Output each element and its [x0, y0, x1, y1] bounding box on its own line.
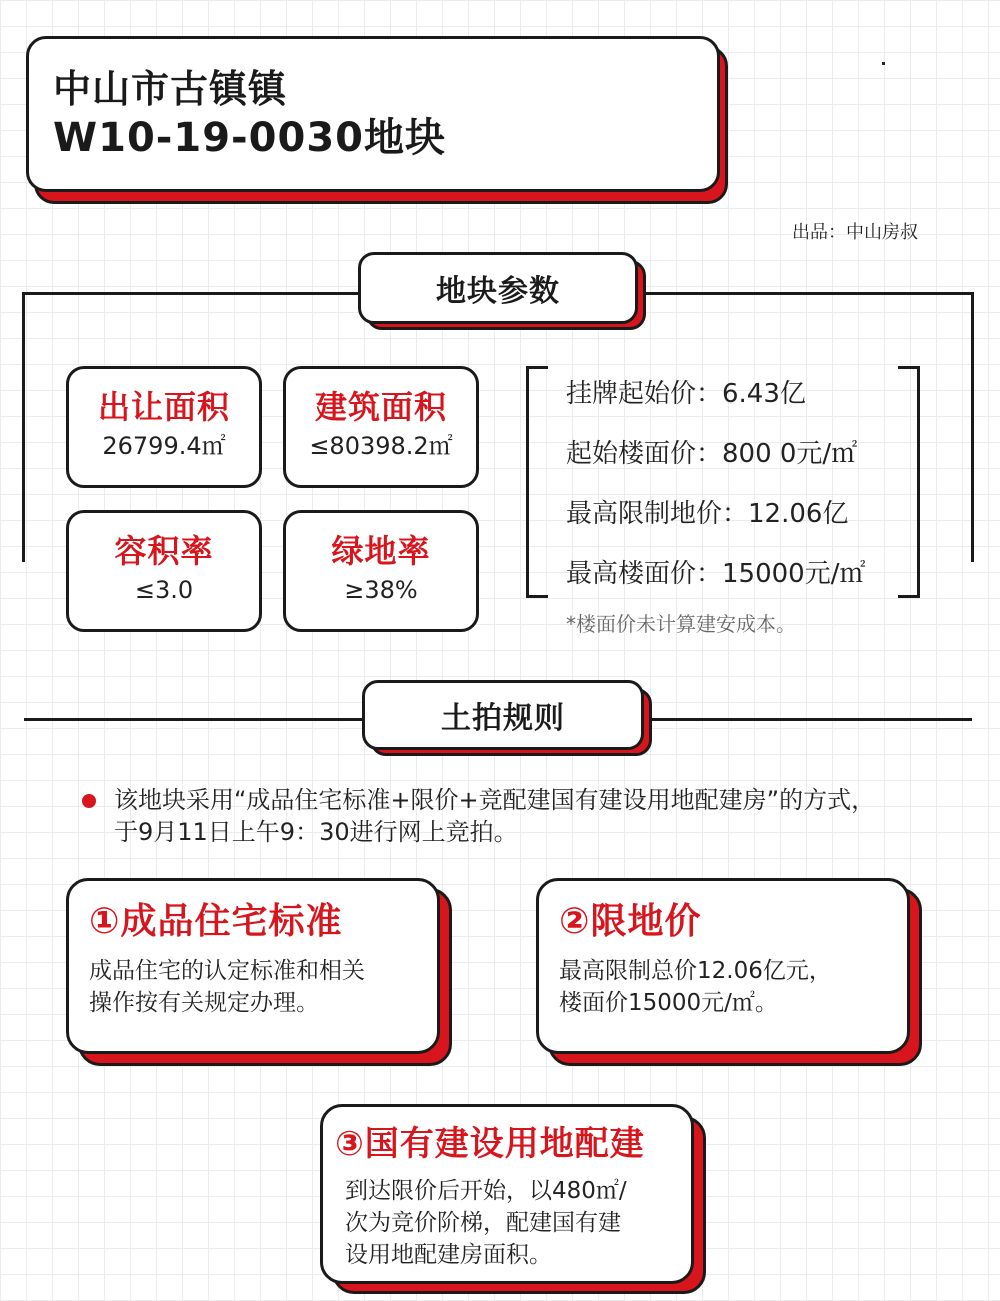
rule-card-body-line: 楼面价15000元/㎡。	[559, 990, 778, 1016]
page-title-line2: W10-19-0030地块	[53, 115, 446, 161]
rule-card-3	[320, 1104, 694, 1284]
decorative-dot	[882, 62, 885, 65]
param-label: 出让面积	[97, 388, 230, 426]
price-row-floor-start: 起始楼面价：800 0元/㎡	[566, 439, 858, 469]
param-box-building-area	[283, 366, 479, 488]
section-divider-left	[22, 292, 360, 295]
param-box-plot-ratio	[66, 510, 262, 632]
rule-card-body-line: 设用地配建房面积。	[345, 1242, 552, 1268]
section-header-params: 地块参数	[358, 252, 638, 324]
footnote: *楼面价未计算建安成本。	[566, 612, 796, 636]
page-title-line1: 中山市古镇镇	[53, 67, 288, 111]
param-box-green-ratio	[283, 510, 479, 632]
param-label: 建筑面积	[314, 388, 447, 426]
param-label: 容积率	[114, 532, 214, 570]
credit-text: 出品：中山房叔	[792, 222, 918, 243]
title-card	[26, 36, 720, 192]
rule-card-title: ①成品住宅标准	[89, 901, 343, 942]
price-row-max-land: 最高限制地价：12.06亿	[566, 499, 849, 529]
param-value: 26799.4㎡	[102, 432, 226, 460]
rule-card-body-line: 次为竞价阶梯，配建国有建	[345, 1210, 621, 1236]
rule-card-body-line: 成品住宅的认定标准和相关	[89, 958, 365, 984]
rule-card-2	[536, 878, 910, 1054]
price-row-start: 挂牌起始价：6.43亿	[566, 379, 806, 409]
section-header-rules: 土拍规则	[362, 680, 644, 750]
bullet-dot	[82, 794, 96, 808]
rule-card-body-line: 最高限制总价12.06亿元，	[559, 958, 832, 984]
param-box-transfer-area	[66, 366, 262, 488]
section-frame-left	[22, 292, 25, 562]
section-frame-right	[971, 292, 974, 562]
param-value: ≤3.0	[134, 576, 194, 604]
rule-card-title: ③国有建设用地配建	[335, 1124, 645, 1164]
rules-divider-left	[24, 718, 366, 721]
param-label: 绿地率	[331, 532, 431, 570]
rules-intro: 该地块采用“成品住宅标准+限价+竞配建国有建设用地配建房”的方式，于9月11日上午9：30进行网上竞拍。	[114, 786, 876, 846]
rules-divider-right	[644, 718, 972, 721]
price-list	[566, 372, 865, 612]
rule-card-body-line: 到达限价后开始，以480㎡/	[345, 1178, 627, 1204]
bracket-right	[898, 366, 920, 598]
section-divider-right	[640, 292, 974, 295]
rule-card-body-line: 操作按有关规定办理。	[89, 990, 319, 1016]
param-value: ≤80398.2㎡	[309, 432, 453, 460]
rule-card-1	[66, 878, 440, 1054]
param-value: ≥38%	[344, 576, 418, 604]
price-row-max-floor: 最高楼面价：15000元/㎡	[566, 559, 866, 589]
bracket-left	[526, 366, 548, 598]
rule-card-title: ②限地价	[559, 901, 702, 942]
